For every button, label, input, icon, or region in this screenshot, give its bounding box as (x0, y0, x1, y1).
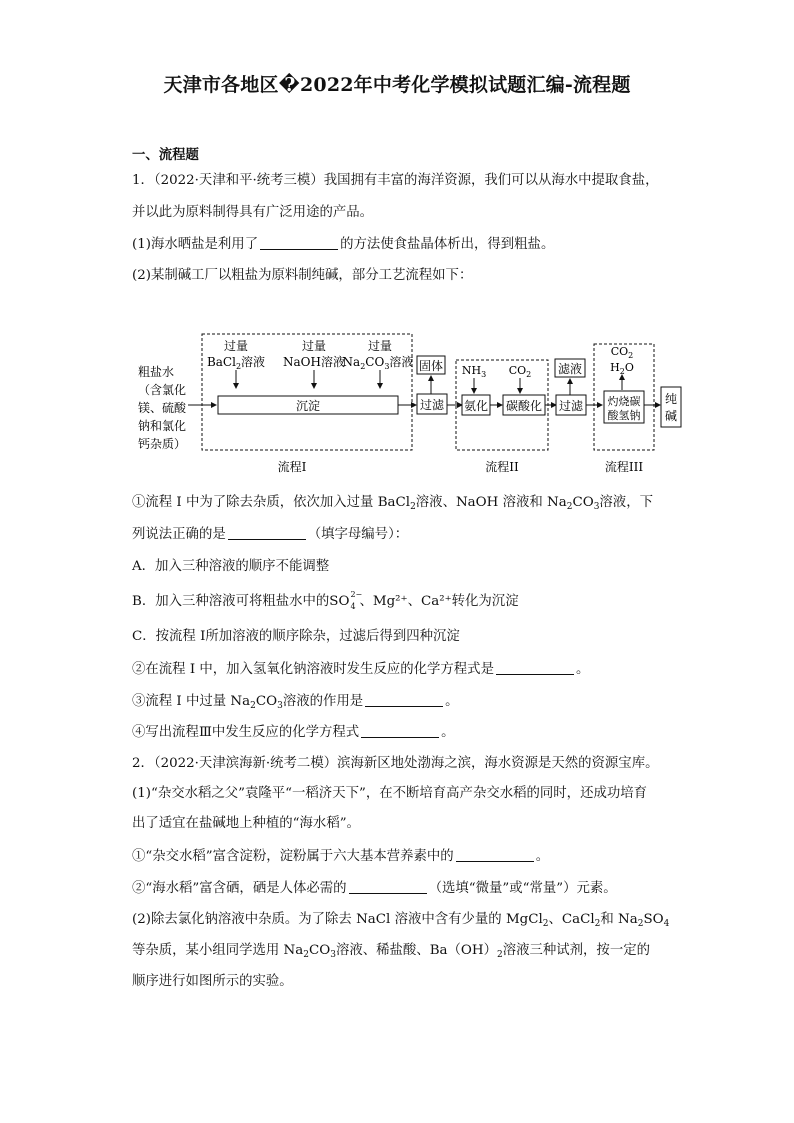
q1-sub1-line2 (132, 526, 677, 544)
soda-label-2: 碱 (664, 409, 678, 423)
subscript: 2 (496, 950, 503, 960)
subscript: 2 (637, 919, 644, 929)
option-a: A．加入三种溶液的顺序不能调整 (132, 559, 330, 574)
co2-out-label: $CO_2$ (610, 345, 634, 360)
subscript: 2 (566, 502, 573, 512)
q1-sub3-text-d: 。 (445, 694, 459, 709)
q1-sub1-line2-text-b: （填字母编号）： (307, 527, 409, 542)
option-b-text-a: B．加入三种溶液可将粗盐水中的SO (132, 594, 350, 609)
q2-intro: 2．（2022·天津滨海新·统考二模）滨海新区地处渤海之滨，海水资源是天然的资源宝库。 (132, 756, 659, 771)
option-b-text-b: 、Mg²⁺、Ca²⁺转化为沉淀 (359, 594, 519, 609)
answer-blank[interactable] (456, 848, 534, 862)
q2-sub2 (132, 880, 677, 898)
q1-part2: (2)某制碱工厂以粗盐为原料制纯碱，部分工艺流程如下： (132, 268, 473, 283)
answer-blank[interactable] (349, 880, 427, 894)
filtrate-label: 滤液 (557, 362, 583, 376)
q2-part2-text-b: 、CaCl (548, 912, 595, 927)
subscript: 3 (330, 950, 336, 960)
flow3-label: 流程III (604, 460, 644, 474)
q2-part2-text-d: SO (643, 912, 664, 927)
q1-sub3-text-b: CO (255, 694, 278, 709)
option-c: C．按流程 I所加溶液的顺序除杂，过滤后得到四种沉淀 (132, 629, 460, 644)
q1-sub4-text-b: 。 (441, 725, 455, 740)
q1-sub2-text-b: 。 (575, 662, 590, 677)
q2-part2-line2 (132, 942, 677, 960)
q1-intro-line2: 并以此为原料制得具有广泛用途的产品。 (132, 205, 374, 220)
reagent-excess-2: 过量 (301, 339, 327, 353)
answer-blank[interactable] (361, 724, 439, 738)
section-heading: 一、流程题 (132, 147, 199, 163)
q1-part1-text-a: (1)海水晒盐是利用了 (132, 237, 259, 252)
q1-sub1-line1 (132, 494, 677, 512)
q1-sub2 (132, 661, 677, 679)
q2-sub1-text-b: 。 (535, 849, 550, 864)
q1-sub2-text-a: ②在流程 I 中，加入氢氧化钠溶液时发生反应的化学方程式是 (132, 662, 494, 677)
flow1-label: 流程I (277, 460, 307, 474)
q2-part2-line3: 顺序进行如图所示的实验。 (132, 974, 293, 989)
subscript: 2 (410, 502, 416, 512)
reagent-excess-3: 过量 (367, 339, 393, 353)
calcine-label-1: 灼烧碳 (607, 395, 641, 408)
q1-sub1-text-b: 溶液、NaOH 溶液和 Na (415, 495, 567, 510)
raw-line-2: （含氯化 (138, 383, 187, 397)
reagent-bacl2: BaCl$_2$溶液 (206, 355, 266, 371)
subscript: 3 (593, 502, 600, 512)
q2-part2-line2-text-b: CO (309, 943, 331, 958)
subscript: 3 (277, 701, 283, 711)
reagent-naoh: NaOH溶液 (283, 355, 345, 369)
raw-line-3: 镁、硫酸 (138, 401, 187, 415)
q1-part1 (132, 236, 677, 254)
soda-label-1: 纯 (664, 392, 678, 406)
q2-part1-line1: (1)“杂交水稻之父”袁隆平“一稻济天下”，在不断培育高产杂交水稻的同时，还成功培育 (132, 786, 648, 801)
answer-blank[interactable] (260, 236, 338, 250)
subscript: 2 (542, 919, 549, 929)
sulfate-ion-script (349, 590, 363, 611)
co2-in-label: $CO_2$ (508, 364, 532, 379)
filter1-label: 过滤 (419, 398, 445, 412)
q1-sub1-text-a: ①流程 I 中为了除去杂质，依次加入过量 BaCl (132, 495, 411, 510)
carbonate-label: 碳酸化 (505, 399, 543, 413)
raw-line-1: 粗盐水 (138, 365, 175, 379)
q2-sub1 (132, 848, 677, 866)
answer-blank[interactable] (496, 661, 574, 675)
q1-part1-text-b: 的方法使食盐晶体析出，得到粗盐。 (340, 237, 555, 252)
q1-sub3-text-c: 溶液的作用是 (282, 694, 364, 709)
subscript: 2 (594, 919, 601, 929)
q1-sub3-text-a: ③流程 I 中过量 Na (132, 694, 251, 709)
calcine-label-2: 酸氢钠 (607, 409, 641, 422)
q2-part2-line2-text-c: 溶液、稀盐酸、Ba（OH） (335, 943, 497, 958)
filter2-label: 过滤 (558, 399, 584, 413)
q1-sub1-line2-text-a: 列说法正确的是 (132, 527, 226, 542)
subscript: 2 (250, 701, 256, 711)
q2-part2-line1 (132, 911, 677, 929)
raw-line-4: 钠和氯化 (138, 419, 187, 433)
q2-part2-text-c: 和 Na (600, 912, 638, 927)
sulfate-index: 4 (350, 602, 356, 611)
q1-sub4 (132, 724, 677, 742)
q2-part2-line2-text-d: 溶液三种试剂，按一定的 (502, 943, 650, 958)
q2-sub2-text-b: （选填“微量”或“常量”）元素。 (428, 881, 617, 896)
page-title: 天津市各地区�2022年中考化学模拟试题汇编-流程题 (163, 74, 631, 96)
ammoniate-label: 氨化 (463, 399, 489, 413)
h2o-out-label: $H_2O$ (610, 361, 634, 376)
precipitate-label: 沉淀 (295, 399, 321, 413)
q1-intro-line1: 1．（2022·天津和平·统考三模）我国拥有丰富的海洋资源，我们可以从海水中提取食盐， (132, 173, 659, 188)
sulfate-charge: 2− (350, 590, 363, 599)
subscript: 2 (303, 950, 309, 960)
q2-sub2-text-a: ②“海水稻”富含硒，硒是人体必需的 (132, 881, 347, 896)
nh3-label: $NH_3$ (461, 364, 487, 379)
q2-part1-line2: 出了适宜在盐碱地上种植的“海水稻”。 (132, 816, 360, 831)
solid-label: 固体 (418, 359, 444, 373)
flow2-label: 流程II (485, 460, 519, 474)
q1-sub1-text-d: 溶液，下 (599, 495, 653, 510)
q1-sub4-text-a: ④写出流程Ⅲ中发生反应的化学方程式 (132, 725, 360, 740)
raw-line-5: 钙杂质） (138, 437, 187, 451)
reagent-na2co3: $Na_2CO_3$溶液 (342, 355, 414, 371)
answer-blank[interactable] (365, 693, 443, 707)
subscript: 4 (663, 919, 670, 929)
q2-part2-text-a: (2)除去氯化钠溶液中杂质。为了除去 NaCl 溶液中含有少量的 MgCl (132, 912, 543, 927)
option-b (132, 590, 677, 611)
answer-blank[interactable] (228, 526, 306, 540)
q2-part2-line2-text-a: 等杂质，某小组同学选用 Na (132, 943, 304, 958)
q2-sub1-text-a: ①“杂交水稻”富含淀粉，淀粉属于六大基本营养素中的 (132, 849, 454, 864)
process-flow-diagram (132, 330, 684, 480)
reagent-excess-1: 过量 (223, 339, 249, 353)
q1-sub3 (132, 693, 677, 711)
q1-sub1-text-c: CO (572, 495, 594, 510)
